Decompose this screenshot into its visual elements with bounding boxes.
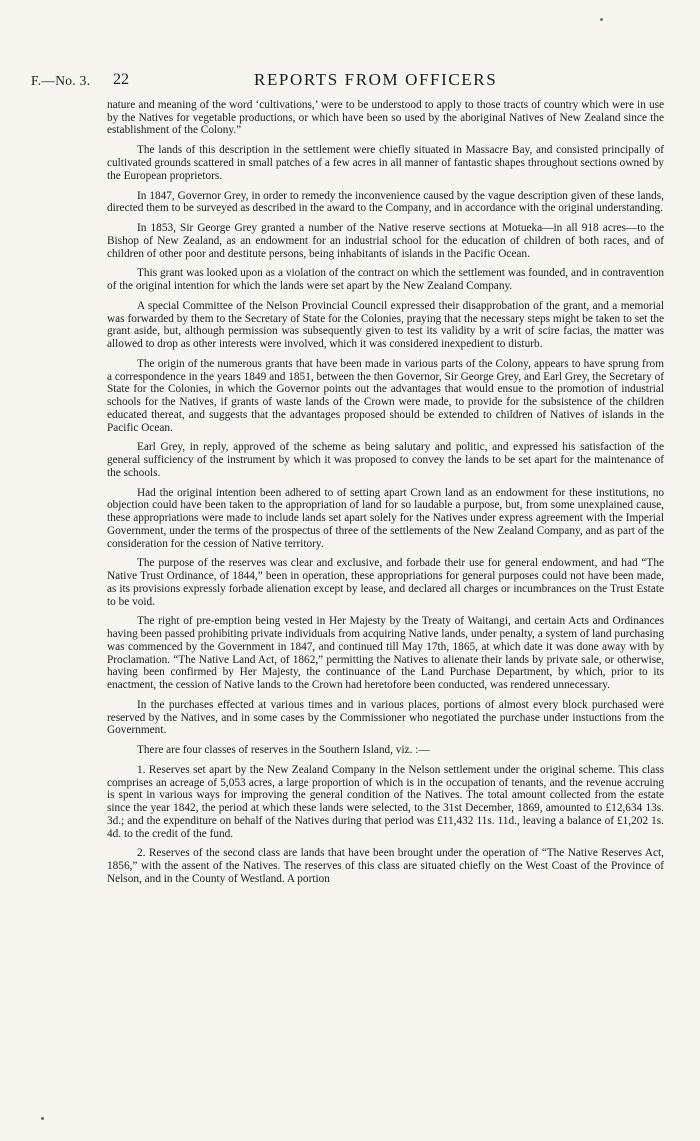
page-number: 22 xyxy=(113,71,129,88)
paragraph-massacre-bay-lands: The lands of this description in the settlement were chiefly situated in Massacre Bay, and consisted principally of cultivated grounds scattered in small patches of a few acres in all manner of fantastic shapes throughout sections owned by the European proprietors. xyxy=(107,144,664,182)
paragraph-1847-survey: In 1847, Governor Grey, in order to remedy the inconvenience caused by the vague description given of these lands, directed them to be surveyed as described in the award to the Company, and in accordance with the original understanding. xyxy=(107,189,664,215)
paragraph-purpose-of-reserves: The purpose of the reserves was clear and exclusive, and forbade their use for general endowment, and had “The Native Trust Ordinance, of 1844,” been in operation, these appropriations for general purposes could not have been made, as its provisions expressly forbade alienation except by lease, and declared all charges or incumbrances on the Trust Estate to be void. xyxy=(107,557,664,608)
page-header xyxy=(0,70,700,95)
running-title: REPORTS FROM OFFICERS xyxy=(254,70,498,89)
paragraph-pre-emption: The right of pre-emption being vested in Her Majesty by the Treaty of Waitangi, and certain Acts and Ordinances having been passed prohibiting private individuals from acquiring Native lands, under penalty, a system of land purchasing was commenced by the Government in 1847, and continued till May 17th, 1865, at which date it was done away with by Proclamation. “The Native Land Act, of 1862,” permitting the Natives to alienate their lands by private sale, or otherwise, having been confirmed by Her Majesty, the continuance of the Land Purchase Department, by which, prior to its enactment, the cession of Native lands to the Crown had heretofore been conducted, was rendered unnecessary. xyxy=(107,615,664,691)
scan-speck xyxy=(41,1117,44,1120)
paragraph-origin-of-grants: The origin of the numerous grants that have been made in various parts of the Colony, appears to have sprung from a correspondence in the years 1849 and 1851, between the then Governor, Sir George Grey, and Earl Grey, the Secretary of State for the Colonies, in which the Governor points out the advantages that would ensue to the promotion of industrial schools for the Natives, if grants of waste lands of the Crown were made, to provide for the subsistence of the children educated thereat, and suggests that the advantages proposed should be extended to children of Natives of islands in the Pacific Ocean. xyxy=(107,358,664,434)
scan-speck xyxy=(599,17,603,21)
paragraph-1853-motueka-grant: In 1853, Sir George Grey granted a number of the Native reserve sections at Motueka—in all 918 acres—to the Bishop of New Zealand, as an endowment for an industrial school for the education of children of both races, and of children of other poor and destitute persons, being inhabitants of islands in the Pacific Ocean. xyxy=(107,222,664,260)
paragraph-purchases: In the purchases effected at various times and in various places, portions of almost every block purchased were reserved by the Natives, and in some cases by the Commissioner who negotiated the purchase under instuctions from the Government. xyxy=(107,698,664,737)
paragraph-provincial-council: A special Committee of the Nelson Provincial Council expressed their disapprobation of the grant, and a memorial was forwarded by them to the Secretary of State for the Colonies, praying that the necessary steps might be taken to set the grant aside, but, although permission was subsequently given to test its validity by a writ of scire facias, the matter was allowed to drop as other interests were involved, which it was considered inexpedient to disturb. xyxy=(107,300,664,351)
document-reference: F.—No. 3. xyxy=(31,73,91,88)
paragraph-grant-violation: This grant was looked upon as a violation of the contract on which the settlement was founded, and in contravention of the original intention for which the lands were set apart by the New Zealand Company. xyxy=(107,267,664,293)
paragraph-original-intention: Had the original intention been adhered to of setting apart Crown land as an endowment for these institutions, no objection could have been taken to the appropriation of land for so laudable a purpose, but, from some unexplained cause, these appropriations were made to include lands set apart solely for the Natives under express agreement with the Imperial Government, under the terms of the prospectus of three of the settlements of the New Zealand Company, and as part of the consideration for the cession of Native territory. xyxy=(107,486,664,550)
paragraph-cultivations-definition: nature and meaning of the word ‘cultivations,’ were to be understood to apply to those tracts of country which were in use by the Natives for vegetable productions, or which have been so used by the aboriginal Natives of New Zealand since the establishment of the Colony.” xyxy=(107,99,664,137)
paragraph-class-one-reserves: 1. Reserves set apart by the New Zealand Company in the Nelson settlement under the original scheme. This class comprises an acreage of 5,053 acres, a large proportion of which is in the occupation of tenants, and the revenue accruing is spent in various ways for improving the general condition of the Natives. The total amount collected from the estate since the year 1842, the period at which these lands were selected, to the 31st December, 1869, amounted to £12,634 13s. 3d.; and the expenditure on behalf of the Natives during that period was £11,432 11s. 11d., leaving a balance of £1,202 1s. 4d. to the credit of the fund. xyxy=(107,764,664,840)
paragraph-earl-grey-reply: Earl Grey, in reply, approved of the scheme as being salutary and politic, and expressed his satisfaction of the general sufficiency of the instrument by which it was proposed to convey the lands to be set apart for the maintenance of the schools. xyxy=(107,441,664,479)
report-body xyxy=(107,99,664,893)
paragraph-class-two-reserves: 2. Reserves of the second class are lands that have been brought under the operation of “The Native Reserves Act, 1856,” with the assent of the Natives. The reserves of this class are situated chiefly on the West Coast of the Province of Nelson, and in the County of Westland. A portion xyxy=(107,847,664,885)
paragraph-four-classes: There are four classes of reserves in the Southern Island, viz. :— xyxy=(137,744,430,757)
